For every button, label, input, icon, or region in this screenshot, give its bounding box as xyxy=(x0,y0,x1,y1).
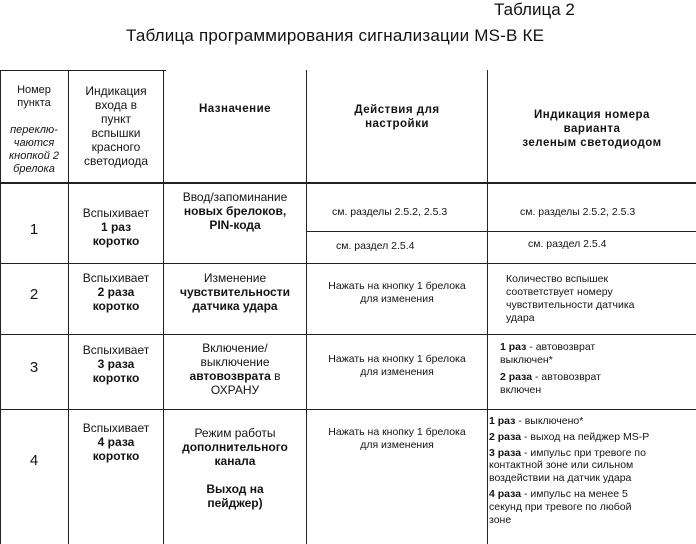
header-col-indication xyxy=(69,84,163,168)
row2-variants-line2: соответствует номеру xyxy=(506,286,613,298)
header-number-note4: брелока xyxy=(13,163,55,175)
header-number-note2: чаются xyxy=(13,137,55,149)
row4-indication-bold2: коротко xyxy=(92,449,140,463)
row4-variant3-more2: воздействии на датчик удара xyxy=(489,472,632,485)
row4-variant1-text: - выключено* xyxy=(515,415,584,427)
row3-variant2-line2: включен xyxy=(500,384,542,396)
header-number-line2: пункта xyxy=(17,97,51,109)
header-indication-line4: вспышки xyxy=(91,126,141,140)
header-indication-line6: светодиода xyxy=(83,154,149,168)
row1-bottom-border xyxy=(0,263,696,264)
table-left-border xyxy=(0,70,1,544)
row4-variant4-more2: зоне xyxy=(489,513,512,526)
row3-indication-bold2: коротко xyxy=(92,371,140,385)
row1-indication xyxy=(69,206,163,248)
table-top-border xyxy=(0,70,166,71)
row3-variant1-line2: выключен* xyxy=(500,354,553,366)
row2-indication-bold1: 2 раза xyxy=(97,285,135,299)
row2-actions-line1: Нажать на кнопку 1 брелока xyxy=(328,280,466,292)
row2-purpose-normal: Изменение xyxy=(203,271,267,285)
header-number-note3: кнопкой 2 xyxy=(8,150,60,162)
row2-purpose-bold2: датчика удара xyxy=(192,299,278,313)
header-number-note1: переклю- xyxy=(10,124,58,136)
row2-variants xyxy=(506,273,635,325)
row3-purpose-tail: в xyxy=(274,369,281,383)
row1-purpose-bold1: новых брелоков, xyxy=(183,204,287,218)
row3-purpose-last: ОХРАНУ xyxy=(210,383,260,397)
row4-variant3-text: - импульс при тревоге по xyxy=(521,446,646,459)
row4-variant1-count: 1 раз xyxy=(489,415,516,427)
row4-actions-line2: для изменения xyxy=(360,439,434,451)
row1-variants-b: см. раздел 2.5.4 xyxy=(528,238,607,250)
row3-variant2-count: 2 раза xyxy=(500,371,533,383)
row3-actions-line2: для изменения xyxy=(360,366,434,378)
row2-purpose xyxy=(164,271,306,313)
header-actions-line2: настройки xyxy=(365,118,429,130)
document-title: Таблица программирования сигнализации MS-В КЕ xyxy=(126,26,545,45)
row1-actions-b: см. раздел 2.5.4 xyxy=(336,240,415,252)
row1-split-line xyxy=(306,231,696,232)
row1-purpose-normal: Ввод/запоминание xyxy=(182,190,288,204)
row4-actions xyxy=(307,426,487,452)
row2-number: 2 xyxy=(29,286,39,303)
row2-purpose-bold1: чувствительности xyxy=(180,285,290,299)
col3-divider xyxy=(306,70,307,544)
row4-purpose-normal: Режим работы xyxy=(194,426,276,440)
row3-number: 3 xyxy=(29,359,39,376)
row1-indication-normal: Вспыхивает xyxy=(82,206,150,220)
header-indication-line5: красного xyxy=(91,140,141,154)
row4-variants xyxy=(489,415,649,526)
row3-variant1-text: - автовозврат xyxy=(526,341,596,353)
header-col-variants xyxy=(488,108,696,150)
row4-variant3-more1: контактной зоне или сильном xyxy=(489,459,634,472)
header-variants-line1: Индикация номера xyxy=(534,109,650,121)
row4-variant2-text: - выход на пейджер MS-P xyxy=(521,430,650,443)
row3-purpose xyxy=(164,341,306,397)
row2-bottom-border xyxy=(0,334,696,335)
row1-actions-a: см. разделы 2.5.2, 2.5.3 xyxy=(332,206,448,218)
row1-variants-a: см. разделы 2.5.2, 2.5.3 xyxy=(520,206,636,218)
header-col-purpose: Назначение xyxy=(198,103,272,115)
row1-number: 1 xyxy=(29,221,39,238)
row4-indication-bold1: 4 раза xyxy=(97,435,135,449)
row3-indication xyxy=(69,343,163,385)
row4-variant3-count: 3 раза xyxy=(489,446,522,459)
row4-purpose-bold1: дополнительного xyxy=(182,440,288,454)
row2-actions xyxy=(307,280,487,306)
row3-purpose-bold: автовозврата xyxy=(189,369,271,383)
row3-bottom-border xyxy=(0,409,696,410)
row3-actions-line1: Нажать на кнопку 1 брелока xyxy=(328,353,466,365)
row3-indication-bold1: 3 раза xyxy=(97,357,135,371)
header-col-number xyxy=(2,84,66,176)
row1-purpose-bold2: PIN-кода xyxy=(209,218,261,232)
row4-actions-line1: Нажать на кнопку 1 брелока xyxy=(328,426,466,438)
row1-indication-bold2: коротко xyxy=(92,234,140,248)
row3-variant2-text: - автовозврат xyxy=(532,371,601,383)
header-col-actions xyxy=(307,103,487,131)
row3-purpose-normal2: выключение xyxy=(200,355,270,369)
row4-variant2-count: 2 раза xyxy=(489,430,522,443)
row4-variant4-count: 4 раза xyxy=(489,487,522,500)
header-number-line1: Номер xyxy=(17,84,51,96)
row2-indication-bold2: коротко xyxy=(92,299,140,313)
header-bottom-border xyxy=(0,182,696,184)
row3-indication-normal: Вспыхивает xyxy=(82,343,150,357)
row4-indication-normal: Вспыхивает xyxy=(82,421,150,435)
row4-purpose xyxy=(164,426,306,510)
row2-actions-line2: для изменения xyxy=(360,293,434,305)
programming-table xyxy=(0,70,696,544)
row1-indication-bold1: 1 раз xyxy=(100,220,132,234)
row4-purpose-extra2: пейджер) xyxy=(207,496,263,510)
row2-variants-line3: чувствительности датчика xyxy=(506,299,635,311)
header-indication-line2: входа в xyxy=(94,98,138,112)
row4-number: 4 xyxy=(29,452,39,469)
row1-purpose xyxy=(164,190,306,232)
header-variants-line2: варианта xyxy=(563,123,621,135)
row4-purpose-bold2: канала xyxy=(214,454,256,468)
row2-indication xyxy=(69,271,163,313)
header-indication-line3: пункт xyxy=(100,112,131,126)
header-indication-line1: Индикация xyxy=(85,84,147,98)
row3-variant1-count: 1 раз xyxy=(500,341,527,353)
row4-purpose-extra1: Выход на xyxy=(206,482,264,496)
row2-variants-line1: Количество вспышек xyxy=(506,273,609,285)
row4-indication xyxy=(69,421,163,463)
row2-variants-line4: удара xyxy=(506,312,535,324)
row2-indication-normal: Вспыхивает xyxy=(82,271,150,285)
row3-variants xyxy=(500,341,601,397)
row3-purpose-normal1: Включение/ xyxy=(202,341,268,355)
table-number-label: Таблица 2 xyxy=(494,0,575,19)
row4-variant4-text: - импульс на менее 5 xyxy=(521,487,628,500)
row4-variant4-more1: секунд при тревоге по любой xyxy=(489,500,632,513)
header-variants-line3: зеленым светодиодом xyxy=(522,137,662,149)
header-actions-line1: Действия для xyxy=(354,104,440,116)
row3-actions xyxy=(307,353,487,379)
